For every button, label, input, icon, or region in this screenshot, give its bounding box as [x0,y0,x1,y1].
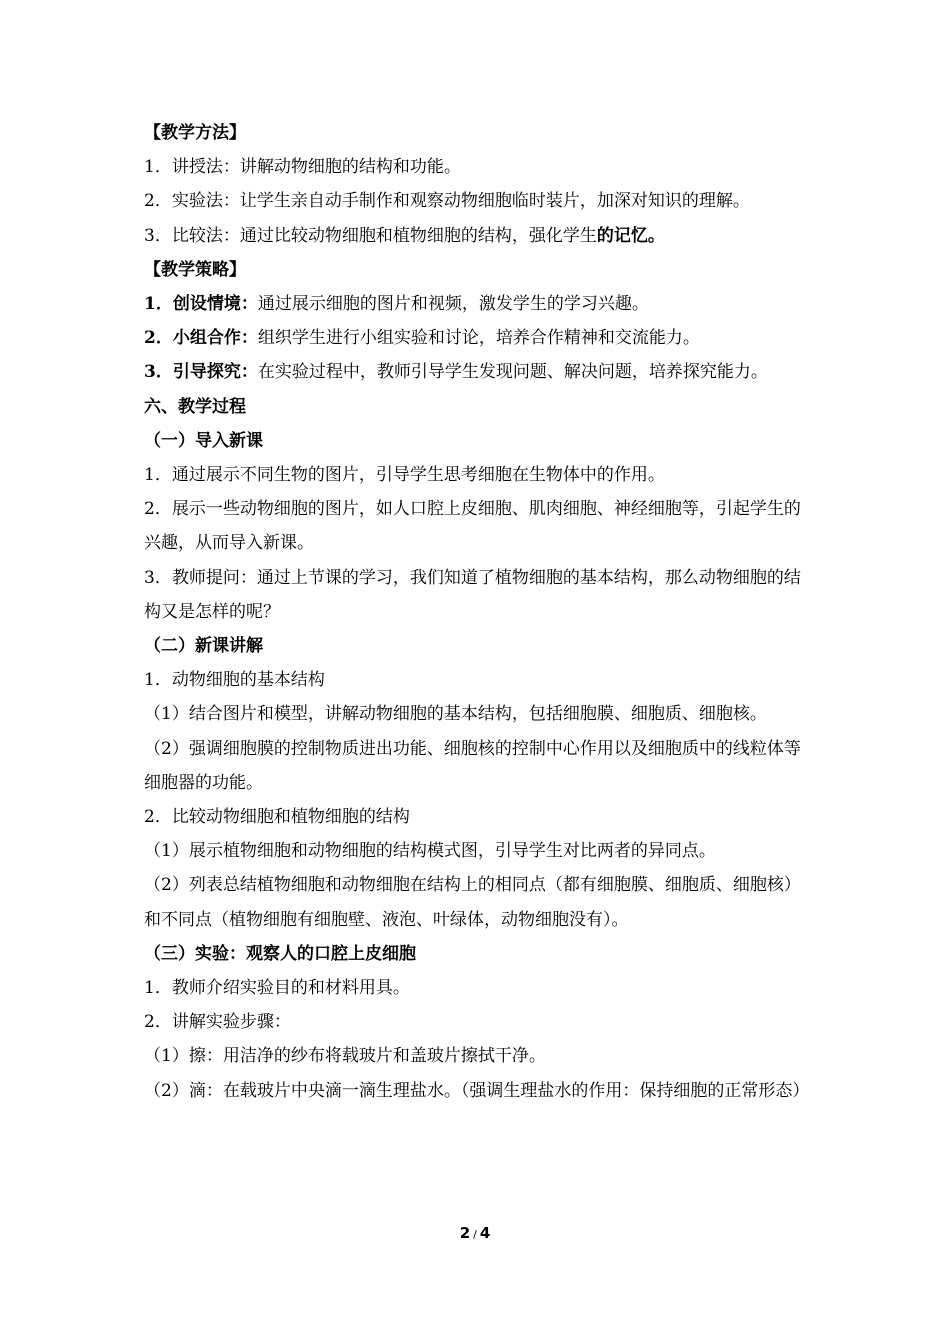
lecture-heading: （二）新课讲解 [144,636,263,657]
strategy-item-label: 3．引导探究： [144,362,258,383]
intro-item-3: 3．教师提问：通过上节课的学习，我们知道了植物细胞的基本结构，那么动物细胞的结构又是怎样的呢？ [144,567,801,622]
process-heading: 六、教学过程 [144,396,246,417]
document-page [144,116,814,1108]
experiment-item-4: （2）滴：在载玻片中央滴一滴生理盐水。（强调生理盐水的作用：保持细胞的正常形态） [144,1080,810,1101]
lecture-item-2: （1）结合图片和模型，讲解动物细胞的基本结构，包括细胞膜、细胞质、细胞核。 [144,704,767,725]
method-item-1: 1．讲授法：讲解动物细胞的结构和功能。 [144,157,461,178]
method-item-3-bold-text: 的记忆。 [596,225,665,246]
strategy-heading: 【教学策略】 [144,259,246,280]
experiment-item-1: 1．教师介绍实验目的和材料用具。 [144,978,410,999]
method-item-2: 2．实验法：让学生亲自动手制作和观察动物细胞临时装片，加深对知识的理解。 [144,191,750,212]
lecture-item-4: 2．比较动物细胞和植物细胞的结构 [144,807,410,828]
strategy-item-label: 1．创设情境： [144,294,258,315]
strategy-item-label: 2．小组合作： [144,328,258,349]
page-current: 2 [459,1224,471,1242]
strategy-item-text: 通过展示细胞的图片和视频，激发学生的学习兴趣。 [257,294,649,315]
lecture-item-3: （2）强调细胞膜的控制物质进出功能、细胞核的控制中心作用以及细胞质中的线粒体等细胞器的功能。 [144,738,801,793]
page-separator: / [473,1228,477,1241]
page-total: 4 [479,1224,491,1242]
intro-item-2: 2．展示一些动物细胞的图片，如人口腔上皮细胞、肌肉细胞、神经细胞等，引起学生的兴趣，从而导入新课。 [144,499,801,554]
strategy-item-text: 组织学生进行小组实验和讨论，培养合作精神和交流能力。 [257,328,700,349]
method-item-3-text: 3．比较法：通过比较动物细胞和植物细胞的结构，强化学生 [144,225,597,246]
intro-heading: （一）导入新课 [144,430,263,451]
page-number [0,1224,950,1242]
experiment-item-2: 2．讲解实验步骤： [144,1012,291,1033]
strategy-item-1 [144,287,814,321]
experiment-heading: （三）实验：观察人的口腔上皮细胞 [144,943,416,964]
lecture-item-6: （2）列表总结植物细胞和动物细胞在结构上的相同点（都有细胞膜、细胞质、细胞核）和不同点（植物细胞有细胞壁、液泡、叶绿体，动物细胞没有）。 [144,875,801,930]
strategy-item-3 [144,355,808,389]
experiment-item-3: （1）擦：用洁净的纱布将载玻片和盖玻片擦拭干净。 [144,1046,546,1067]
strategy-item-text: 在实验过程中，教师引导学生发现问题、解决问题，培养探究能力。 [257,362,768,383]
lecture-item-1: 1．动物细胞的基本结构 [144,670,325,691]
intro-item-1: 1．通过展示不同生物的图片，引导学生思考细胞在生物体中的作用。 [144,465,665,486]
method-heading: 【教学方法】 [144,123,246,143]
method-item-3 [144,219,814,253]
strategy-item-2 [144,321,814,355]
lecture-item-5: （1）展示植物细胞和动物细胞的结构模式图，引导学生对比两者的异同点。 [144,841,716,862]
